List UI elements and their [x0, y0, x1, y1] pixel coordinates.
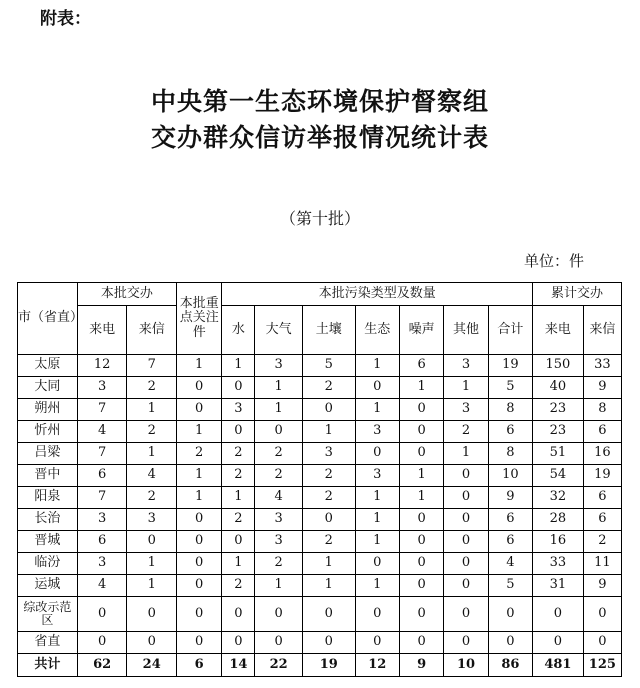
value-cell: 22 — [255, 654, 302, 677]
value-cell: 6 — [583, 509, 621, 531]
value-cell: 3 — [255, 355, 302, 377]
value-cell: 54 — [533, 465, 584, 487]
value-cell: 10 — [444, 654, 488, 677]
value-cell: 0 — [444, 531, 488, 553]
value-cell: 31 — [533, 575, 584, 597]
header-phone: 来电 — [77, 306, 127, 355]
value-cell: 51 — [533, 443, 584, 465]
value-cell: 0 — [355, 553, 399, 575]
city-cell: 阳泉 — [18, 487, 78, 509]
value-cell: 2 — [222, 509, 255, 531]
value-cell: 3 — [222, 399, 255, 421]
value-cell: 6 — [583, 487, 621, 509]
value-cell: 19 — [488, 355, 532, 377]
value-cell: 1 — [176, 487, 221, 509]
value-cell: 1 — [127, 575, 177, 597]
value-cell: 0 — [77, 632, 127, 654]
value-cell: 0 — [222, 531, 255, 553]
value-cell: 1 — [176, 465, 221, 487]
value-cell: 14 — [222, 654, 255, 677]
value-cell: 1 — [127, 553, 177, 575]
header-water: 水 — [222, 306, 255, 355]
table-row — [18, 421, 622, 443]
value-cell: 1 — [127, 399, 177, 421]
value-cell: 0 — [583, 632, 621, 654]
value-cell: 9 — [399, 654, 443, 677]
value-cell: 3 — [77, 509, 127, 531]
value-cell: 6 — [488, 509, 532, 531]
value-cell: 23 — [533, 399, 584, 421]
value-cell: 0 — [444, 597, 488, 632]
city-cell: 大同 — [18, 377, 78, 399]
value-cell: 0 — [444, 465, 488, 487]
value-cell: 0 — [222, 377, 255, 399]
value-cell: 9 — [488, 487, 532, 509]
value-cell: 0 — [176, 377, 221, 399]
value-cell: 2 — [255, 443, 302, 465]
value-cell: 0 — [127, 597, 177, 632]
value-cell: 9 — [583, 575, 621, 597]
value-cell: 1 — [127, 443, 177, 465]
value-cell: 6 — [399, 355, 443, 377]
value-cell: 0 — [399, 443, 443, 465]
city-cell: 长治 — [18, 509, 78, 531]
value-cell: 1 — [222, 487, 255, 509]
header-ecology: 生态 — [355, 306, 399, 355]
city-cell: 太原 — [18, 355, 78, 377]
value-cell: 0 — [488, 632, 532, 654]
value-cell: 6 — [176, 654, 221, 677]
value-cell: 0 — [176, 399, 221, 421]
value-cell: 0 — [444, 487, 488, 509]
value-cell: 7 — [77, 399, 127, 421]
value-cell: 0 — [302, 509, 355, 531]
value-cell: 2 — [255, 553, 302, 575]
value-cell: 1 — [302, 421, 355, 443]
value-cell: 0 — [302, 399, 355, 421]
header-batch-assigned: 本批交办 — [77, 283, 176, 306]
value-cell: 0 — [176, 553, 221, 575]
value-cell: 0 — [444, 553, 488, 575]
value-cell: 2 — [222, 443, 255, 465]
city-cell: 综改示范区 — [18, 597, 78, 632]
value-cell: 16 — [533, 531, 584, 553]
value-cell: 0 — [444, 575, 488, 597]
value-cell: 6 — [77, 465, 127, 487]
value-cell: 4 — [77, 575, 127, 597]
document-title-line1: 中央第一生态环境保护督察组 — [150, 87, 489, 116]
table-row — [18, 443, 622, 465]
table-row — [18, 553, 622, 575]
value-cell: 10 — [488, 465, 532, 487]
statistics-table — [17, 282, 622, 677]
value-cell: 3 — [302, 443, 355, 465]
value-cell: 19 — [583, 465, 621, 487]
value-cell: 0 — [222, 597, 255, 632]
city-cell: 共计 — [18, 654, 78, 677]
header-other: 其他 — [444, 306, 488, 355]
value-cell: 86 — [488, 654, 532, 677]
value-cell: 62 — [77, 654, 127, 677]
value-cell: 3 — [355, 465, 399, 487]
table-row — [18, 509, 622, 531]
value-cell: 7 — [77, 487, 127, 509]
value-cell: 12 — [77, 355, 127, 377]
value-cell: 0 — [583, 597, 621, 632]
city-cell: 吕梁 — [18, 443, 78, 465]
city-cell: 临汾 — [18, 553, 78, 575]
table-row — [18, 487, 622, 509]
header-cum-phone: 来电 — [533, 306, 584, 355]
value-cell: 0 — [444, 509, 488, 531]
value-cell: 2 — [222, 465, 255, 487]
value-cell: 0 — [399, 509, 443, 531]
value-cell: 7 — [127, 355, 177, 377]
value-cell: 0 — [127, 632, 177, 654]
city-cell: 忻州 — [18, 421, 78, 443]
value-cell: 33 — [533, 553, 584, 575]
value-cell: 6 — [583, 421, 621, 443]
value-cell: 2 — [302, 465, 355, 487]
value-cell: 0 — [355, 597, 399, 632]
value-cell: 3 — [77, 553, 127, 575]
value-cell: 8 — [488, 443, 532, 465]
value-cell: 0 — [176, 509, 221, 531]
value-cell: 481 — [533, 654, 584, 677]
value-cell: 8 — [583, 399, 621, 421]
value-cell: 3 — [444, 355, 488, 377]
value-cell: 0 — [399, 553, 443, 575]
value-cell: 1 — [222, 553, 255, 575]
value-cell: 0 — [444, 632, 488, 654]
value-cell: 1 — [399, 465, 443, 487]
value-cell: 6 — [488, 421, 532, 443]
table-row — [18, 377, 622, 399]
value-cell: 0 — [255, 632, 302, 654]
value-cell: 0 — [255, 421, 302, 443]
value-cell: 1 — [302, 575, 355, 597]
value-cell: 1 — [355, 355, 399, 377]
value-cell: 3 — [255, 531, 302, 553]
value-cell: 32 — [533, 487, 584, 509]
header-cum-letter: 来信 — [583, 306, 621, 355]
value-cell: 3 — [127, 509, 177, 531]
value-cell: 0 — [399, 531, 443, 553]
value-cell: 1 — [355, 509, 399, 531]
value-cell: 3 — [255, 509, 302, 531]
value-cell: 0 — [222, 632, 255, 654]
city-cell: 晋中 — [18, 465, 78, 487]
value-cell: 2 — [302, 377, 355, 399]
value-cell: 3 — [355, 421, 399, 443]
value-cell: 0 — [302, 632, 355, 654]
city-cell: 晋城 — [18, 531, 78, 553]
value-cell: 1 — [255, 377, 302, 399]
value-cell: 23 — [533, 421, 584, 443]
value-cell: 2 — [222, 575, 255, 597]
value-cell: 0 — [399, 575, 443, 597]
table-row — [18, 597, 622, 632]
table-row — [18, 531, 622, 553]
value-cell: 5 — [302, 355, 355, 377]
value-cell: 2 — [127, 421, 177, 443]
value-cell: 1 — [176, 421, 221, 443]
value-cell: 0 — [399, 399, 443, 421]
value-cell: 0 — [176, 575, 221, 597]
value-cell: 0 — [355, 632, 399, 654]
value-cell: 0 — [399, 597, 443, 632]
value-cell: 2 — [255, 465, 302, 487]
header-soil: 土壤 — [302, 306, 355, 355]
value-cell: 2 — [302, 487, 355, 509]
value-cell: 9 — [583, 377, 621, 399]
table-row — [18, 465, 622, 487]
table-row — [18, 355, 622, 377]
value-cell: 5 — [488, 377, 532, 399]
value-cell: 1 — [255, 575, 302, 597]
value-cell: 0 — [222, 421, 255, 443]
value-cell: 6 — [488, 531, 532, 553]
value-cell: 0 — [533, 597, 584, 632]
header-subtotal: 合计 — [488, 306, 532, 355]
value-cell: 2 — [127, 377, 177, 399]
value-cell: 0 — [127, 531, 177, 553]
value-cell: 0 — [355, 443, 399, 465]
value-cell: 0 — [302, 597, 355, 632]
value-cell: 1 — [355, 575, 399, 597]
document-title-line2: 交办群众信访举报情况统计表 — [150, 123, 489, 152]
value-cell: 0 — [355, 377, 399, 399]
value-cell: 2 — [176, 443, 221, 465]
header-letter: 来信 — [127, 306, 177, 355]
value-cell: 11 — [583, 553, 621, 575]
value-cell: 1 — [444, 377, 488, 399]
value-cell: 0 — [176, 632, 221, 654]
city-cell: 省直 — [18, 632, 78, 654]
value-cell: 12 — [355, 654, 399, 677]
value-cell: 3 — [77, 377, 127, 399]
value-cell: 0 — [255, 597, 302, 632]
value-cell: 1 — [176, 355, 221, 377]
value-cell: 7 — [77, 443, 127, 465]
header-city: 市（省直） — [18, 283, 78, 355]
city-cell: 运城 — [18, 575, 78, 597]
value-cell: 1 — [399, 377, 443, 399]
value-cell: 19 — [302, 654, 355, 677]
value-cell: 0 — [399, 632, 443, 654]
value-cell: 0 — [176, 597, 221, 632]
value-cell: 1 — [399, 487, 443, 509]
unit-label: 单位：件 — [524, 252, 585, 270]
value-cell: 4 — [488, 553, 532, 575]
value-cell: 40 — [533, 377, 584, 399]
header-cumulative: 累计交办 — [533, 283, 622, 306]
value-cell: 1 — [302, 553, 355, 575]
value-cell: 28 — [533, 509, 584, 531]
value-cell: 33 — [583, 355, 621, 377]
value-cell: 8 — [488, 399, 532, 421]
value-cell: 4 — [127, 465, 177, 487]
value-cell: 1 — [355, 531, 399, 553]
value-cell: 1 — [444, 443, 488, 465]
value-cell: 150 — [533, 355, 584, 377]
value-cell: 4 — [255, 487, 302, 509]
value-cell: 2 — [444, 421, 488, 443]
value-cell: 0 — [488, 597, 532, 632]
value-cell: 2 — [302, 531, 355, 553]
value-cell: 4 — [77, 421, 127, 443]
value-cell: 1 — [222, 355, 255, 377]
value-cell: 2 — [583, 531, 621, 553]
value-cell: 1 — [255, 399, 302, 421]
header-air: 大气 — [255, 306, 302, 355]
value-cell: 3 — [444, 399, 488, 421]
value-cell: 125 — [583, 654, 621, 677]
header-pollution: 本批污染类型及数量 — [222, 283, 533, 306]
value-cell: 1 — [355, 487, 399, 509]
city-cell: 朔州 — [18, 399, 78, 421]
attachment-label: 附表： — [40, 9, 91, 29]
value-cell: 2 — [127, 487, 177, 509]
value-cell: 0 — [533, 632, 584, 654]
header-batch-key: 本批重点关注件 — [176, 283, 221, 355]
value-cell: 5 — [488, 575, 532, 597]
value-cell: 6 — [77, 531, 127, 553]
header-noise: 噪声 — [399, 306, 443, 355]
value-cell: 0 — [176, 531, 221, 553]
batch-label: （第十批） — [279, 209, 360, 228]
total-row — [18, 654, 622, 677]
table-row — [18, 575, 622, 597]
value-cell: 24 — [127, 654, 177, 677]
table-row — [18, 632, 622, 654]
value-cell: 1 — [355, 399, 399, 421]
value-cell: 16 — [583, 443, 621, 465]
value-cell: 0 — [77, 597, 127, 632]
value-cell: 0 — [399, 421, 443, 443]
table-row — [18, 399, 622, 421]
